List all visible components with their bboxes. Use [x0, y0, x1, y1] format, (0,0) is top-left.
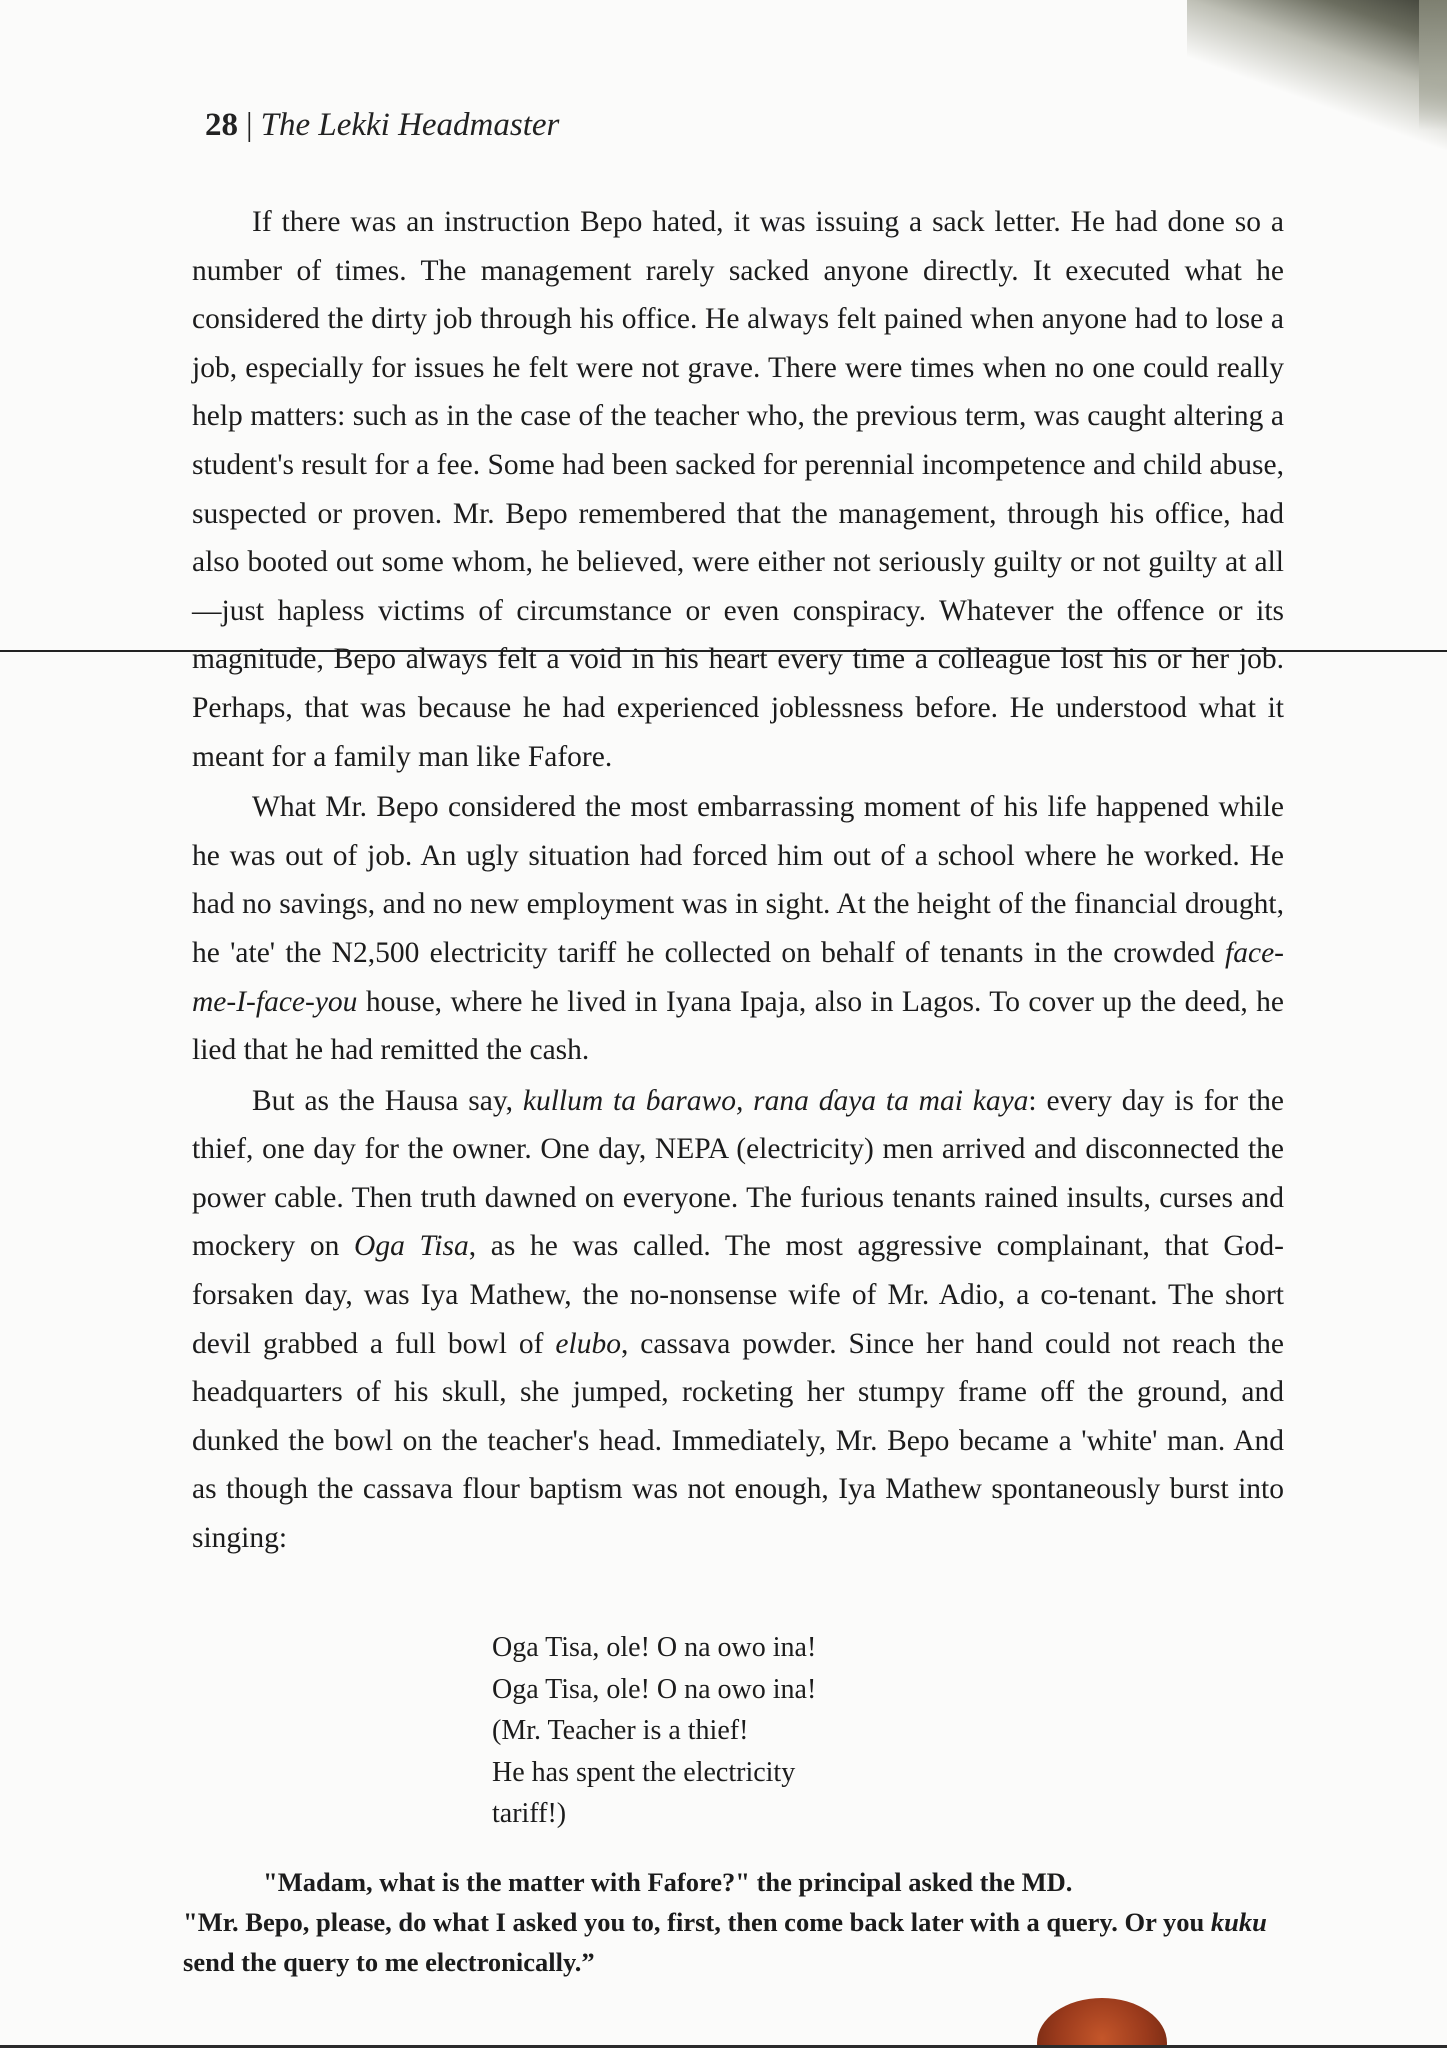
text-run: "Madam, what is the matter with Fafore?" the principal asked the MD.: [263, 1867, 1073, 1897]
text-run: , as he was called. The most aggressive complainant, that God- forsaken day, was Iya Mathew, the no-nonsense wife of Mr. Adio, a co-tenant. The short devil grabbed a full bowl of: [192, 1230, 1284, 1360]
song-line: Oga Tisa, ole! O na owo ina!: [492, 1632, 817, 1663]
running-header: [205, 105, 559, 145]
song-line: (Mr. Teacher is a thief!: [492, 1715, 749, 1746]
italic-phrase: Oga Tisa: [354, 1230, 469, 1263]
page-edge-shadow: [1419, 0, 1447, 130]
song-line: tariff!): [492, 1798, 567, 1829]
text-run: What Mr. Bepo considered the most embarrassing moment of his life happened while he was out of job. An ugly situation had forced him out of a school where he worked. He had no savings, and no new employment was in sight. At the height of the financial drought, he 'ate' the N2,500 electricity tariff he collected on behalf of tenants in the crowded: [192, 791, 1284, 969]
dialogue-line: [183, 1862, 1283, 1902]
dialogue-line: [183, 1902, 1283, 1982]
song-lyrics: [492, 1627, 816, 1835]
page-corner-shadow: [1187, 0, 1447, 150]
book-title: The Lekki Headmaster: [260, 107, 560, 143]
text-run: : every day is for the thief, one day for the owner. One day, NEPA (electricity) men arrived and disconnected the power cable. Then truth dawned on everyone. The furious tenants rained insults, curses and mockery on: [192, 1084, 1284, 1263]
paragraph: [192, 1077, 1284, 1563]
text-run: send the query to me electronically.”: [183, 1947, 595, 1977]
body-text: [192, 198, 1284, 1563]
page-number: 28: [205, 107, 238, 143]
text-run: , cassava powder. Since her hand could not reach the headquarters of his skull, she jumped, rocketing her stumpy frame off the ground, and dunked the bowl on the teacher's head. Immediately, Mr. Bepo became a 'white' man. And as though the cassava flour baptism was not enough, Iya Mathew spontaneously burst into singing:: [192, 1327, 1284, 1555]
thumb-shadow: [1037, 1998, 1167, 2048]
text-run: If there was an instruction Bepo hated, it was issuing a sack letter. He had done so a number of times. The management rarely sacked anyone directly. It executed what he considered the dirty job through his office. He always felt pained when anyone had to lose a job, especially for issues he felt were not grave. There were times when no one could really help matters: such as in the case of the teacher who, the previous term, was caught altering a student's result for a fee. Some had been sacked for perennial incompetence and child abuse, suspected or proven. Mr. Bepo remembered that the management, through his office, had also booted out some whom, he believed, were either not seriously guilty or not guilty at all—just hapless victims of circumstance or even conspiracy. Whatever the offence or its magnitude, Bepo always felt a void in his heart every time a colleague lost his or her job. Perhaps, that was because he had experienced joblessness before. He understood what it meant for a family man like Fafore.: [192, 206, 1284, 773]
song-line: He has spent the electricity: [492, 1756, 796, 1788]
paragraph: [192, 198, 1284, 781]
text-run: house, where he lived in Iyana Ipaja, also in Lagos. To cover up the deed, he lied that he had remitted the cash.: [192, 985, 1284, 1067]
text-run: "Mr. Bepo, please, do what I asked you to, first, then come back later with a query. Or you: [183, 1907, 1211, 1937]
paragraph: [192, 783, 1284, 1075]
song-line: Oga Tisa, ole! O na owo ina!: [492, 1673, 817, 1705]
italic-phrase: elubo: [555, 1327, 621, 1360]
text-run: But as the Hausa say,: [252, 1084, 523, 1117]
italic-phrase: face-me-I-face-you: [192, 936, 1284, 1018]
header-separator: |: [246, 107, 253, 143]
italic-phrase: kuku: [1210, 1907, 1267, 1937]
dialogue-block: [183, 1862, 1283, 1982]
italic-phrase: kullum ta ɓarawo, rana ɗaya ta mai kaya: [522, 1084, 1029, 1117]
